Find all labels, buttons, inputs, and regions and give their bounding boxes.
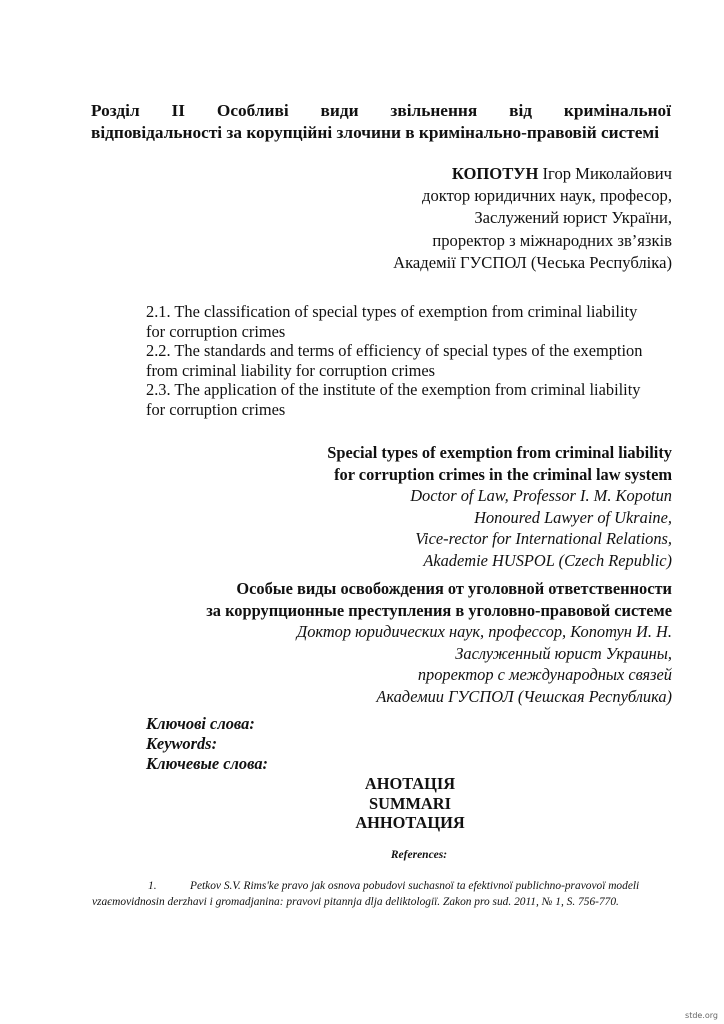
author-detail-line: Заслужений юрист України, [474, 208, 672, 228]
reference-item [92, 878, 672, 910]
references-list [92, 878, 672, 910]
russian-title-block [206, 578, 672, 707]
russian-author-line: проректор с международных связей [417, 665, 672, 684]
russian-author-line: Заслуженный юрист Украины, [455, 643, 672, 663]
author-given-names: Ігор Миколайович [538, 164, 672, 183]
abstract-heading-ru: АННОТАЦИЯ [355, 813, 465, 833]
reference-text: Petkov S.V. Rims'ke pravo jak osnova pobudovi suchasnoї ta efektivnoї publichno-pravovoї modeli [190, 880, 640, 892]
abstract-heading-uk: АНОТАЦІЯ [364, 774, 456, 793]
abstract-heading-en: SUMMARI [369, 793, 451, 813]
section-title-line: відповідальності за корупційні злочини в кримінально-правовій системі [91, 123, 660, 142]
section-title [91, 100, 671, 144]
author-block [393, 163, 672, 274]
contents-line: 2.1. The classification of special types of exemption from criminal liability [146, 302, 638, 321]
contents-line: 2.2. The standards and terms of efficiency of special types of the exemption [146, 341, 643, 361]
contents-list [146, 302, 676, 420]
contents-line: for corruption crimes [146, 321, 286, 341]
author-detail-line: проректор з міжнародних зв’язків [432, 230, 672, 250]
author-surname: КОПОТУН [451, 164, 539, 183]
russian-title-line: Особые виды освобождения от уголовной ответственности [236, 579, 672, 598]
references-heading: References: [390, 849, 448, 861]
keywords-label-uk: Ключові слова: [146, 714, 255, 733]
english-title-line: for corruption crimes in the criminal law system [334, 464, 672, 484]
watermark: stde.org [685, 1011, 718, 1020]
section-title-line: Розділ ІІ Особливі види звільнення від кримінальної [91, 101, 671, 120]
english-title-block [327, 442, 672, 571]
contents-line: for corruption crimes [146, 399, 286, 419]
abstract-headings [340, 774, 480, 833]
russian-author-line: Доктор юридических наук, профессор, Копотун И. Н. [296, 622, 672, 641]
contents-line: 2.3. The application of the institute of the exemption from criminal liability [146, 380, 641, 400]
author-detail-line: доктор юридичних наук, професор, [422, 186, 672, 206]
english-author-line: Honoured Lawyer of Ukraine, [474, 507, 672, 527]
russian-title-line: за коррупционные преступления в уголовно-правовой системе [206, 600, 672, 620]
author-name [393, 163, 672, 185]
keywords-label-ru: Ключевые слова: [146, 754, 268, 773]
english-author-line: Vice-rector for International Relations, [415, 529, 672, 548]
keywords-label-en: Keywords: [146, 734, 218, 753]
reference-line [92, 878, 672, 894]
english-author-line: Akademie HUSPOL (Czech Republic) [423, 550, 672, 570]
reference-number: 1. [148, 880, 157, 892]
english-author-line: Doctor of Law, Professor I. M. Kopotun [410, 486, 672, 505]
russian-author-line: Академии ГУСПОЛ (Чешская Республика) [376, 686, 672, 706]
english-title-line: Special types of exemption from criminal liability [327, 443, 672, 462]
reference-text: vzaєmovidnosin derzhavi i gromadjanina: pravovi pitannja dlja deliktologiї. Zakon pro sud. 2011, № 1, S. 756-770. [92, 896, 619, 909]
contents-line: from criminal liability for corruption crimes [146, 360, 436, 380]
keywords-block [146, 714, 268, 774]
author-detail-line: Академії ГУСПОЛ (Чеська Республіка) [393, 252, 672, 272]
